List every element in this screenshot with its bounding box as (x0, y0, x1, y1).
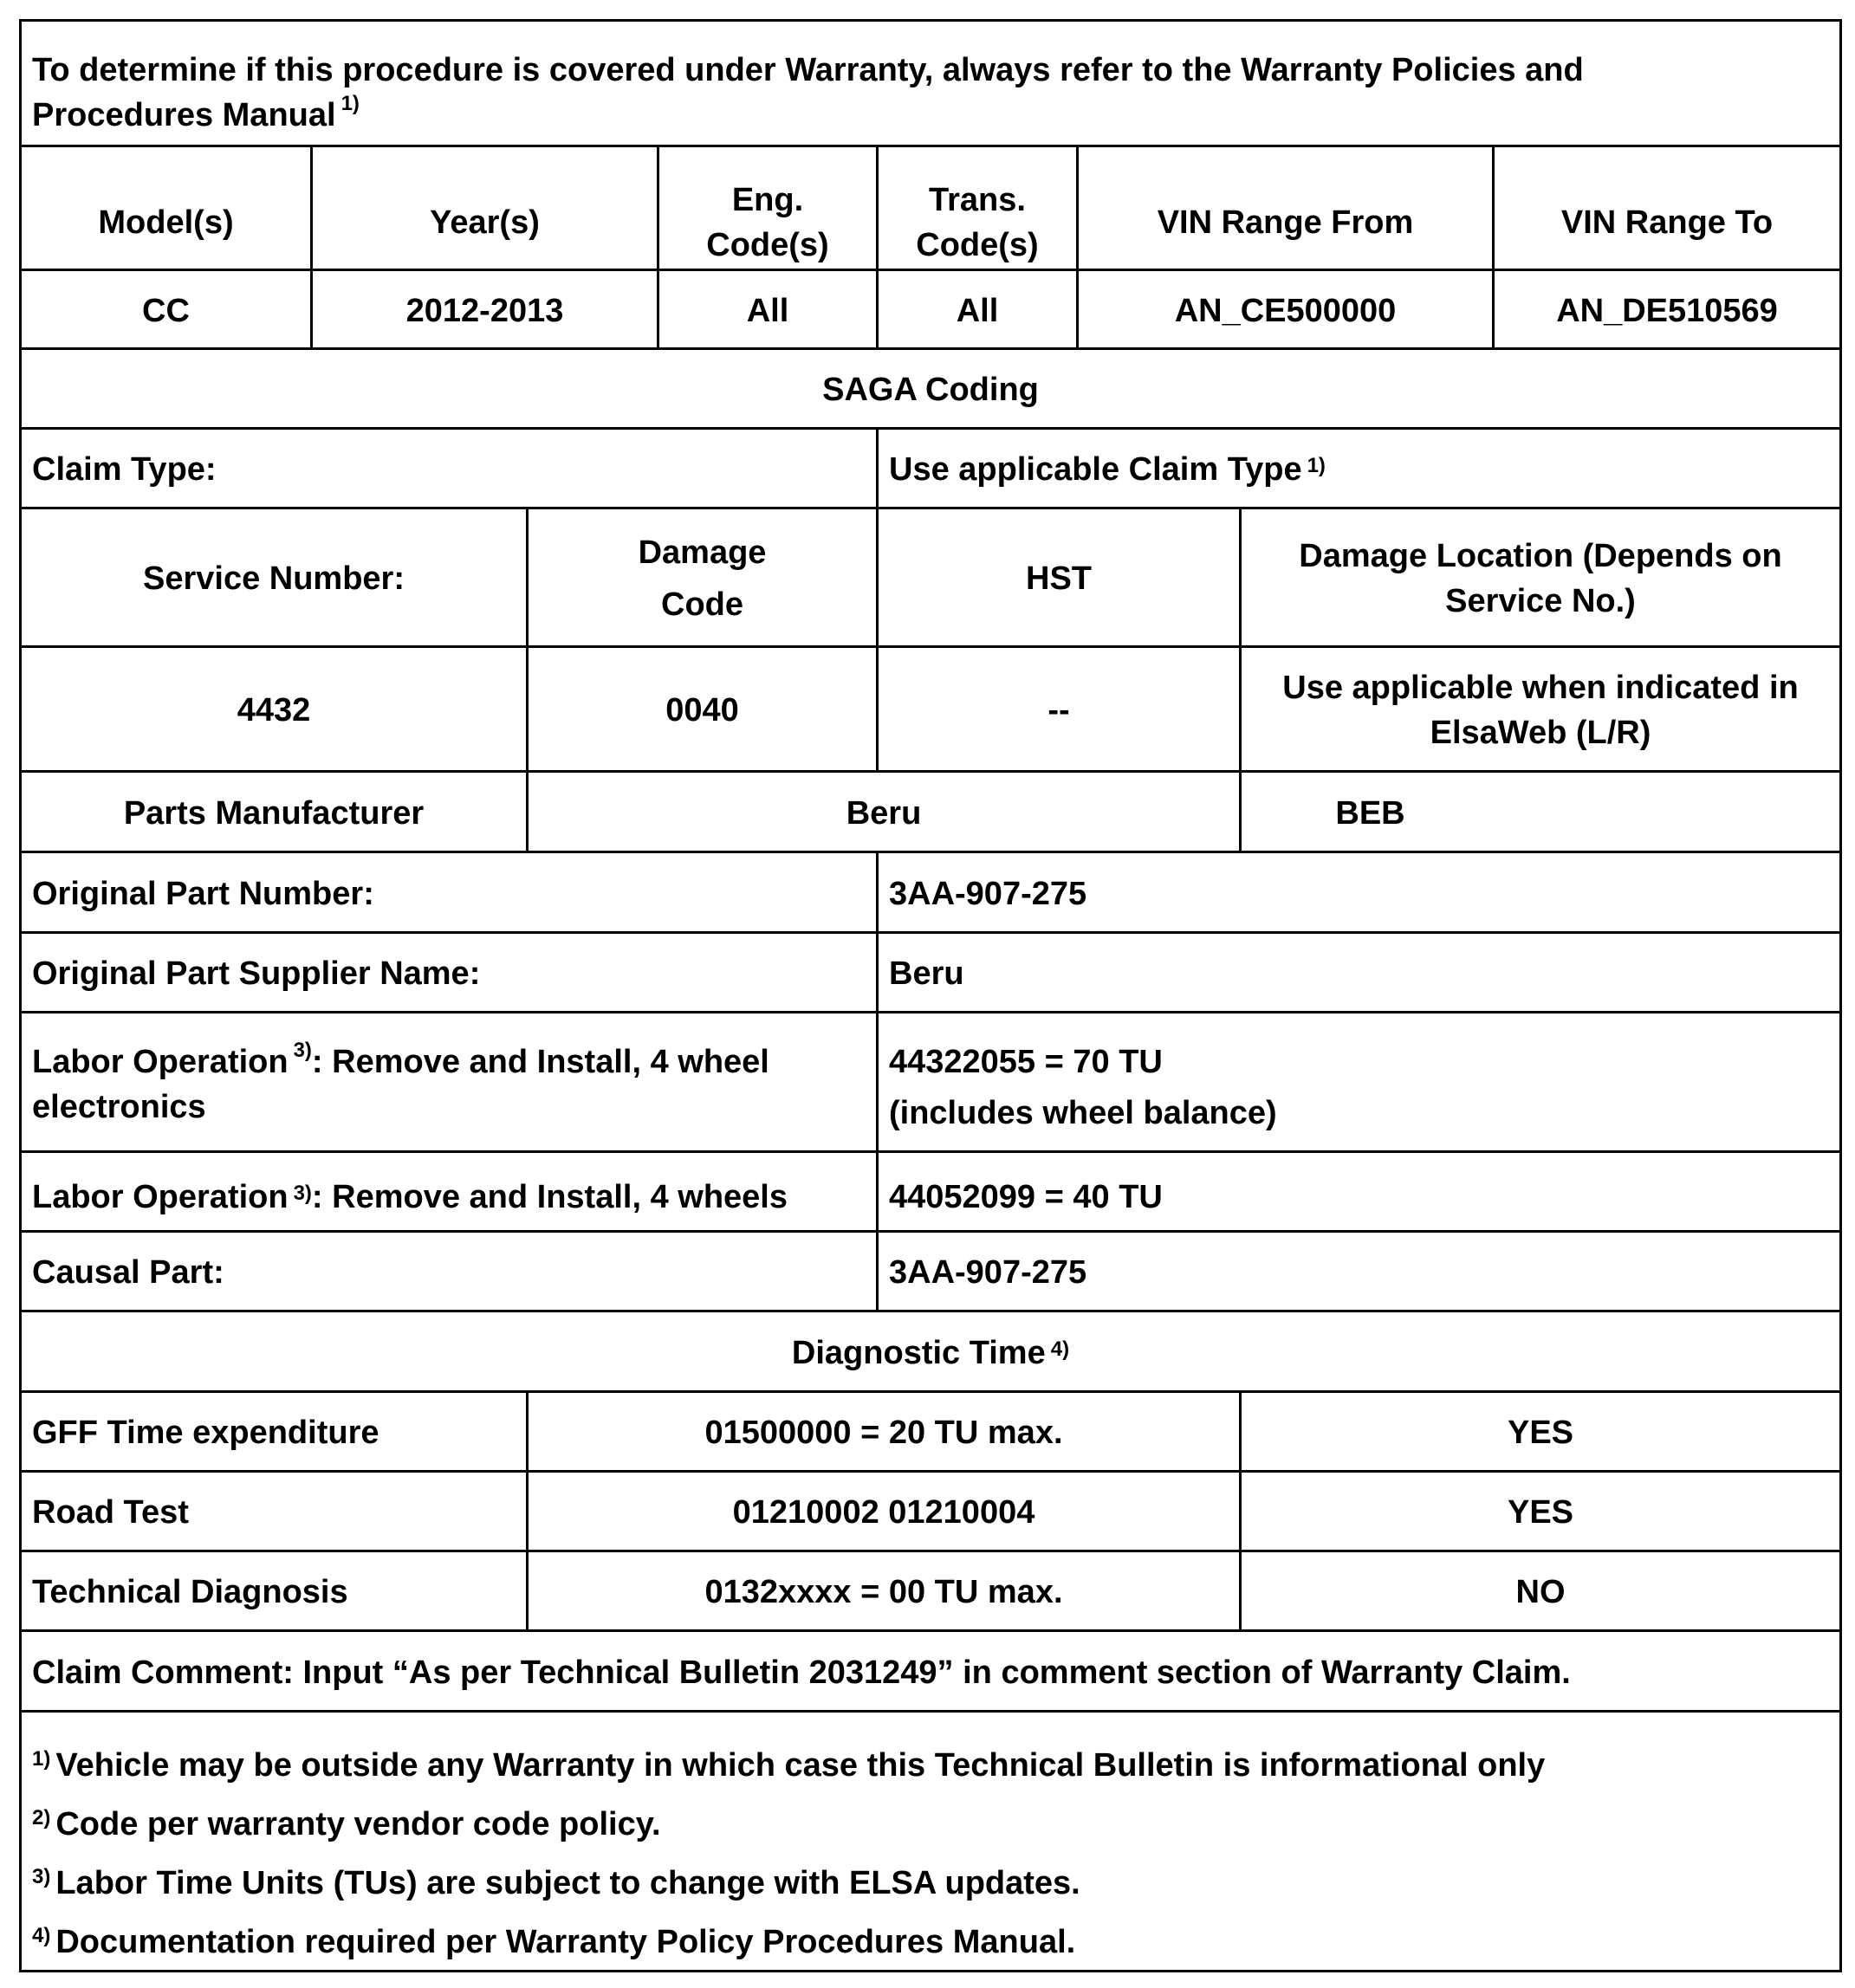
diagnostic-allowed: NO (1239, 1552, 1839, 1632)
header-eng-codes: Eng. Code(s) (657, 147, 876, 271)
footnote (32, 1920, 1075, 1965)
diagnostic-code: 0132xxxx = 00 TU max. (526, 1552, 1239, 1632)
cell-trans-code: All (876, 271, 1076, 350)
service-values-row (22, 648, 1839, 773)
original-part-number-label: Original Part Number: (32, 875, 374, 912)
cell-years: 2012-2013 (310, 271, 657, 350)
labor-op-1-footnote-ref: 3) (293, 1039, 312, 1063)
saga-row (22, 350, 1839, 430)
intro-line-2: Procedures Manual (32, 97, 336, 133)
header-hst: HST (876, 509, 1239, 648)
causal-part-label: Causal Part: (32, 1254, 224, 1291)
cell-vin-to: AN_DE510569 (1492, 271, 1839, 350)
claim-comment-row (22, 1632, 1839, 1713)
diagnostic-label: Road Test (32, 1494, 189, 1531)
header-vin-from: VIN Range From (1076, 147, 1492, 271)
footnote (32, 1743, 1545, 1788)
diagnostic-row (22, 1393, 1839, 1473)
labor-op-1-label: Labor Operation $^{3)}$: Remove and Install, 4 wheel electronics (32, 1039, 769, 1125)
parts-manufacturer-code: BEB (1239, 773, 1499, 853)
footnote-mark: 1) (32, 1747, 51, 1771)
diagnostic-label: Technical Diagnosis (32, 1574, 348, 1610)
footnote-mark: 3) (32, 1865, 51, 1888)
footnote-mark: 2) (32, 1806, 51, 1829)
original-part-supplier-value: Beru (876, 934, 1839, 1013)
service-header-row (22, 509, 1839, 648)
footnote-text: Vehicle may be outside any Warranty in which case this Technical Bulletin is informational only (55, 1747, 1546, 1784)
vehicle-data-row (22, 271, 1839, 350)
claim-type-value: Use applicable Claim Type $^{1)}$ (876, 430, 1839, 509)
original-part-supplier-label: Original Part Supplier Name: (32, 955, 481, 992)
footnote-text: Documentation required per Warranty Policy Procedures Manual. (55, 1924, 1076, 1960)
header-years: Year(s) (310, 147, 657, 271)
original-part-supplier-row (22, 934, 1839, 1013)
diagnostic-title-row (22, 1312, 1839, 1393)
causal-part-value: 3AA-907-275 (876, 1233, 1839, 1312)
diagnostic-title: Diagnostic Time $^{4)}$ (791, 1334, 1070, 1371)
labor-op-2-value: 44052099 = 40 TU (876, 1153, 1839, 1233)
warranty-table (19, 19, 1842, 1972)
parts-manufacturer-name: Beru (526, 773, 1239, 853)
claim-type-label: Claim Type: (32, 451, 217, 488)
value-service-number: 4432 (237, 692, 311, 729)
cell-model: CC (142, 292, 190, 329)
intro-line-1: To determine if this procedure is covered under Warranty, always refer to the Warranty Policies and (32, 52, 1584, 88)
diagnostic-code: 01210002 01210004 (526, 1473, 1239, 1552)
labor-op-1-value: 44322055 = 70 TU (includes wheel balance) (876, 1013, 1839, 1153)
footnote-text: Labor Time Units (TUs) are subject to change with ELSA updates. (55, 1865, 1080, 1901)
diagnostic-row (22, 1473, 1839, 1552)
original-part-number-row (22, 853, 1839, 934)
diagnostic-label: GFF Time expenditure (32, 1415, 379, 1451)
footnote-mark: 4) (32, 1924, 51, 1947)
header-damage-location: Damage Location (Depends on Service No.) (1239, 509, 1839, 648)
intro-text (22, 22, 1839, 147)
saga-title: SAGA Coding (822, 372, 1039, 408)
header-vin-to: VIN Range To (1492, 147, 1839, 271)
intro-footnote-ref: 1) (341, 92, 360, 116)
value-damage-code: 0040 (526, 648, 876, 773)
cell-eng-code: All (657, 271, 876, 350)
claim-type-row (22, 430, 1839, 509)
diagnostic-allowed: YES (1239, 1393, 1839, 1473)
diagnostic-row (22, 1552, 1839, 1632)
vehicle-header-row (22, 147, 1839, 271)
header-service-number: Service Number: (142, 560, 405, 597)
footnote-text: Code per warranty vendor code policy. (55, 1806, 661, 1842)
header-damage-code: Damage Code (526, 509, 876, 648)
value-damage-location: Use applicable when indicated in ElsaWeb (L/R) (1239, 648, 1839, 773)
original-part-number-value: 3AA-907-275 (876, 853, 1839, 934)
header-models: Model(s) (98, 204, 234, 241)
footnote (32, 1802, 661, 1847)
footnote (32, 1861, 1080, 1906)
header-trans-codes: Trans. Code(s) (876, 147, 1076, 271)
diagnostic-code: 01500000 = 20 TU max. (526, 1393, 1239, 1473)
diagnostic-allowed: YES (1239, 1473, 1839, 1552)
intro-row (22, 22, 1839, 147)
labor-op-2-row (22, 1153, 1839, 1233)
labor-op-2-label: Labor Operation $^{3)}$ : Remove and Install, 4 wheels (32, 1179, 788, 1215)
claim-comment: Claim Comment: Input “As per Technical Bulletin 2031249” in comment section of Warranty Claim. (32, 1654, 1571, 1691)
cell-vin-from: AN_CE500000 (1076, 271, 1492, 350)
labor-op-1-row (22, 1013, 1839, 1153)
parts-manufacturer-label: Parts Manufacturer (123, 794, 425, 832)
causal-part-row (22, 1233, 1839, 1312)
parts-manufacturer-row (22, 773, 1839, 853)
value-hst: -- (876, 648, 1239, 773)
